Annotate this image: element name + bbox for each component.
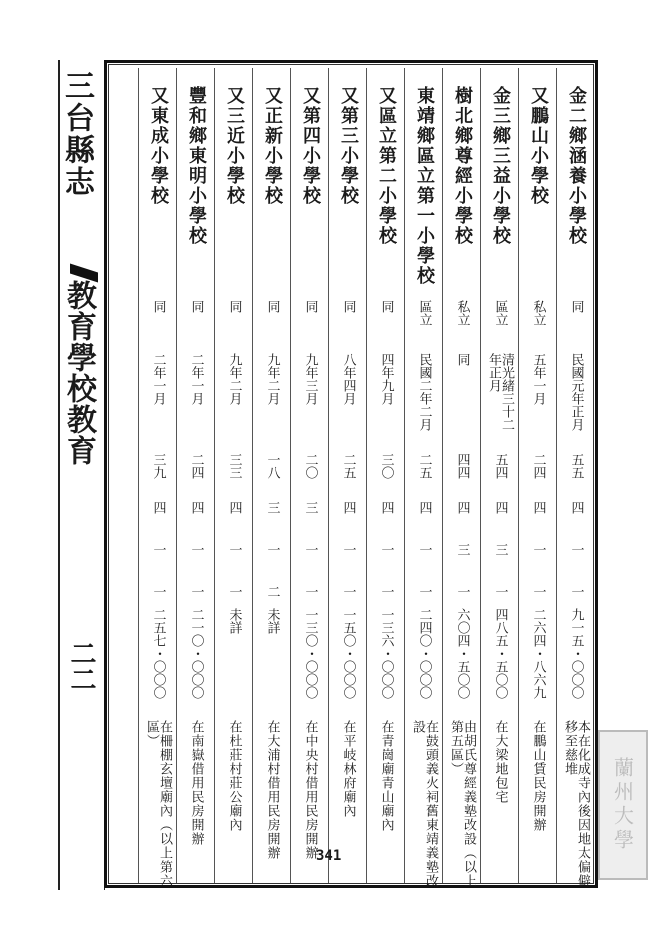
row-kind: 同	[188, 300, 204, 313]
row-n2: 四	[530, 500, 546, 514]
row-note: 在大梁地包宅	[492, 720, 508, 804]
row-date: 民國二年二月	[416, 353, 432, 431]
row-note: 在大浦村借用民房開辦	[264, 720, 280, 860]
row-kind: 同	[264, 300, 280, 313]
row-n4: 一	[378, 584, 394, 598]
row-date: 八年四月	[340, 353, 356, 405]
row-n4: 一	[340, 584, 356, 598]
row-name: 又三近小學校	[224, 86, 245, 206]
row-n4: 一	[568, 584, 584, 598]
row-date: 五年一月	[530, 353, 546, 405]
row-n2: 四	[188, 500, 204, 514]
row-n2: 三	[302, 500, 318, 514]
row-date: 清光緒三十二年正月	[486, 353, 514, 431]
row-date: 九年二月	[264, 353, 280, 405]
row-date: 九年二月	[226, 353, 242, 405]
row-fund: 一三〇・〇〇〇	[302, 608, 318, 699]
table-row	[290, 68, 328, 883]
row-n4: 一	[226, 584, 242, 598]
row-n1: 三九	[150, 453, 166, 479]
table-row	[214, 68, 252, 883]
row-n1: 二〇	[302, 453, 318, 479]
row-name: 東靖鄉區立第一小學校	[414, 86, 435, 286]
table-row	[328, 68, 366, 883]
row-n3: 一	[150, 542, 166, 556]
row-n3: 一	[568, 542, 584, 556]
spine-chapter: 教育學校教育	[61, 280, 96, 466]
page-number: 341	[316, 848, 342, 864]
table-row	[138, 68, 176, 888]
row-n3: 一	[264, 542, 280, 556]
row-n2: 四	[492, 500, 508, 514]
row-kind: 同	[378, 300, 394, 313]
row-note: 在鵬山賃民房開辦	[530, 720, 546, 832]
row-n4: 一	[530, 584, 546, 598]
row-n4: 二	[264, 584, 280, 598]
row-fund: 九一五・〇〇〇	[568, 608, 584, 699]
row-date: 民國元年正月	[568, 353, 584, 431]
row-n3: 三	[492, 542, 508, 556]
spine-section-page: 二二	[66, 640, 96, 692]
row-note: 在杜莊村莊公廟內	[226, 720, 242, 832]
row-kind: 同	[340, 300, 356, 313]
row-n1: 四四	[454, 453, 470, 479]
row-fund: 一五〇・〇〇〇	[340, 608, 356, 699]
row-n2: 四	[416, 500, 432, 514]
row-name: 又第三小學校	[338, 86, 359, 206]
row-date: 四年九月	[378, 353, 394, 405]
row-fund: 二六四・八六九	[530, 608, 546, 699]
row-n3: 一	[302, 542, 318, 556]
row-n1: 一八	[264, 453, 280, 479]
row-fund: 六〇四・五〇〇	[454, 608, 470, 699]
spine-title: 三台縣志	[59, 70, 94, 198]
row-n1: 三三	[226, 453, 242, 479]
row-n3: 一	[226, 542, 242, 556]
row-n3: 一	[378, 542, 394, 556]
row-fund: 二四〇・〇〇〇	[416, 608, 432, 699]
row-n4: 一	[302, 584, 318, 598]
row-fund: 二五七・〇〇〇	[150, 608, 166, 699]
row-fund: 四八五・五〇〇	[492, 608, 508, 699]
row-kind: 區立	[492, 300, 508, 326]
row-n2: 四	[568, 500, 584, 514]
row-name: 豐和鄉東明小學校	[186, 86, 207, 246]
row-n1: 二四	[530, 453, 546, 479]
row-date: 九年三月	[302, 353, 318, 405]
row-n3: 一	[340, 542, 356, 556]
row-fund: 一三六・〇〇〇	[378, 608, 394, 699]
row-kind: 同	[150, 300, 166, 313]
table-row	[518, 68, 556, 883]
row-n2: 四	[454, 500, 470, 514]
row-name: 金三鄉三益小學校	[490, 86, 511, 246]
row-n3: 一	[416, 542, 432, 556]
row-name: 又東成小學校	[148, 86, 169, 206]
row-n2: 三	[264, 500, 280, 514]
row-fund: 二一〇・〇〇〇	[188, 608, 204, 699]
row-n3: 一	[188, 542, 204, 556]
row-kind: 私立	[454, 300, 470, 326]
row-n1: 五五	[568, 453, 584, 479]
row-n1: 三〇	[378, 453, 394, 479]
row-note: 由胡氏尊經義塾改設（以上第五區）	[448, 720, 476, 888]
row-n2: 四	[150, 500, 166, 514]
row-name: 又正新小學校	[262, 86, 283, 206]
table-row	[442, 68, 480, 888]
row-n1: 五四	[492, 453, 508, 479]
row-n4: 一	[150, 584, 166, 598]
row-name: 又第四小學校	[300, 86, 321, 206]
table-row	[176, 68, 214, 883]
row-note: 在鼓頭義火祠舊東靖義塾改設	[410, 720, 438, 888]
row-note: 在中央村借用民房開辦	[302, 720, 318, 860]
library-seal: 蘭州大學	[598, 730, 648, 880]
row-n4: 一	[492, 584, 508, 598]
row-fund: 未詳	[264, 608, 280, 634]
row-name: 樹北鄉尊經小學校	[452, 86, 473, 246]
row-kind: 區立	[416, 300, 432, 326]
row-kind: 同	[568, 300, 584, 313]
row-note: 在青崗廟青山廟內	[378, 720, 394, 832]
row-note: 本在化成寺內後因地太偏僻移至慈堆	[562, 720, 590, 888]
table-row	[252, 68, 290, 883]
row-date: 同	[454, 353, 470, 366]
row-n2: 四	[340, 500, 356, 514]
table-row	[556, 68, 594, 888]
row-note: 在柵棚玄壇廟內（以上第六區）	[144, 720, 172, 888]
row-n2: 四	[378, 500, 394, 514]
table-row	[480, 68, 518, 883]
row-date: 二年一月	[150, 353, 166, 405]
row-n4: 一	[188, 584, 204, 598]
row-note: 在平岐林府廟內	[340, 720, 356, 818]
row-n3: 一	[530, 542, 546, 556]
row-date: 二年一月	[188, 353, 204, 405]
row-kind: 同	[226, 300, 242, 313]
row-note: 在南嶽借用民房開辦	[188, 720, 204, 846]
row-n1: 二五	[416, 453, 432, 479]
row-kind: 同	[302, 300, 318, 313]
row-kind: 私立	[530, 300, 546, 326]
row-n3: 三	[454, 542, 470, 556]
row-n1: 二四	[188, 453, 204, 479]
row-name: 金二鄉涵養小學校	[566, 86, 587, 246]
row-name: 又鵬山小學校	[528, 86, 549, 206]
row-n4: 一	[454, 584, 470, 598]
table-row	[404, 68, 442, 888]
row-n4: 一	[416, 584, 432, 598]
table-row	[366, 68, 404, 883]
row-n1: 二五	[340, 453, 356, 479]
row-name: 又區立第二小學校	[376, 86, 397, 246]
row-fund: 未詳	[226, 608, 242, 634]
row-n2: 四	[226, 500, 242, 514]
